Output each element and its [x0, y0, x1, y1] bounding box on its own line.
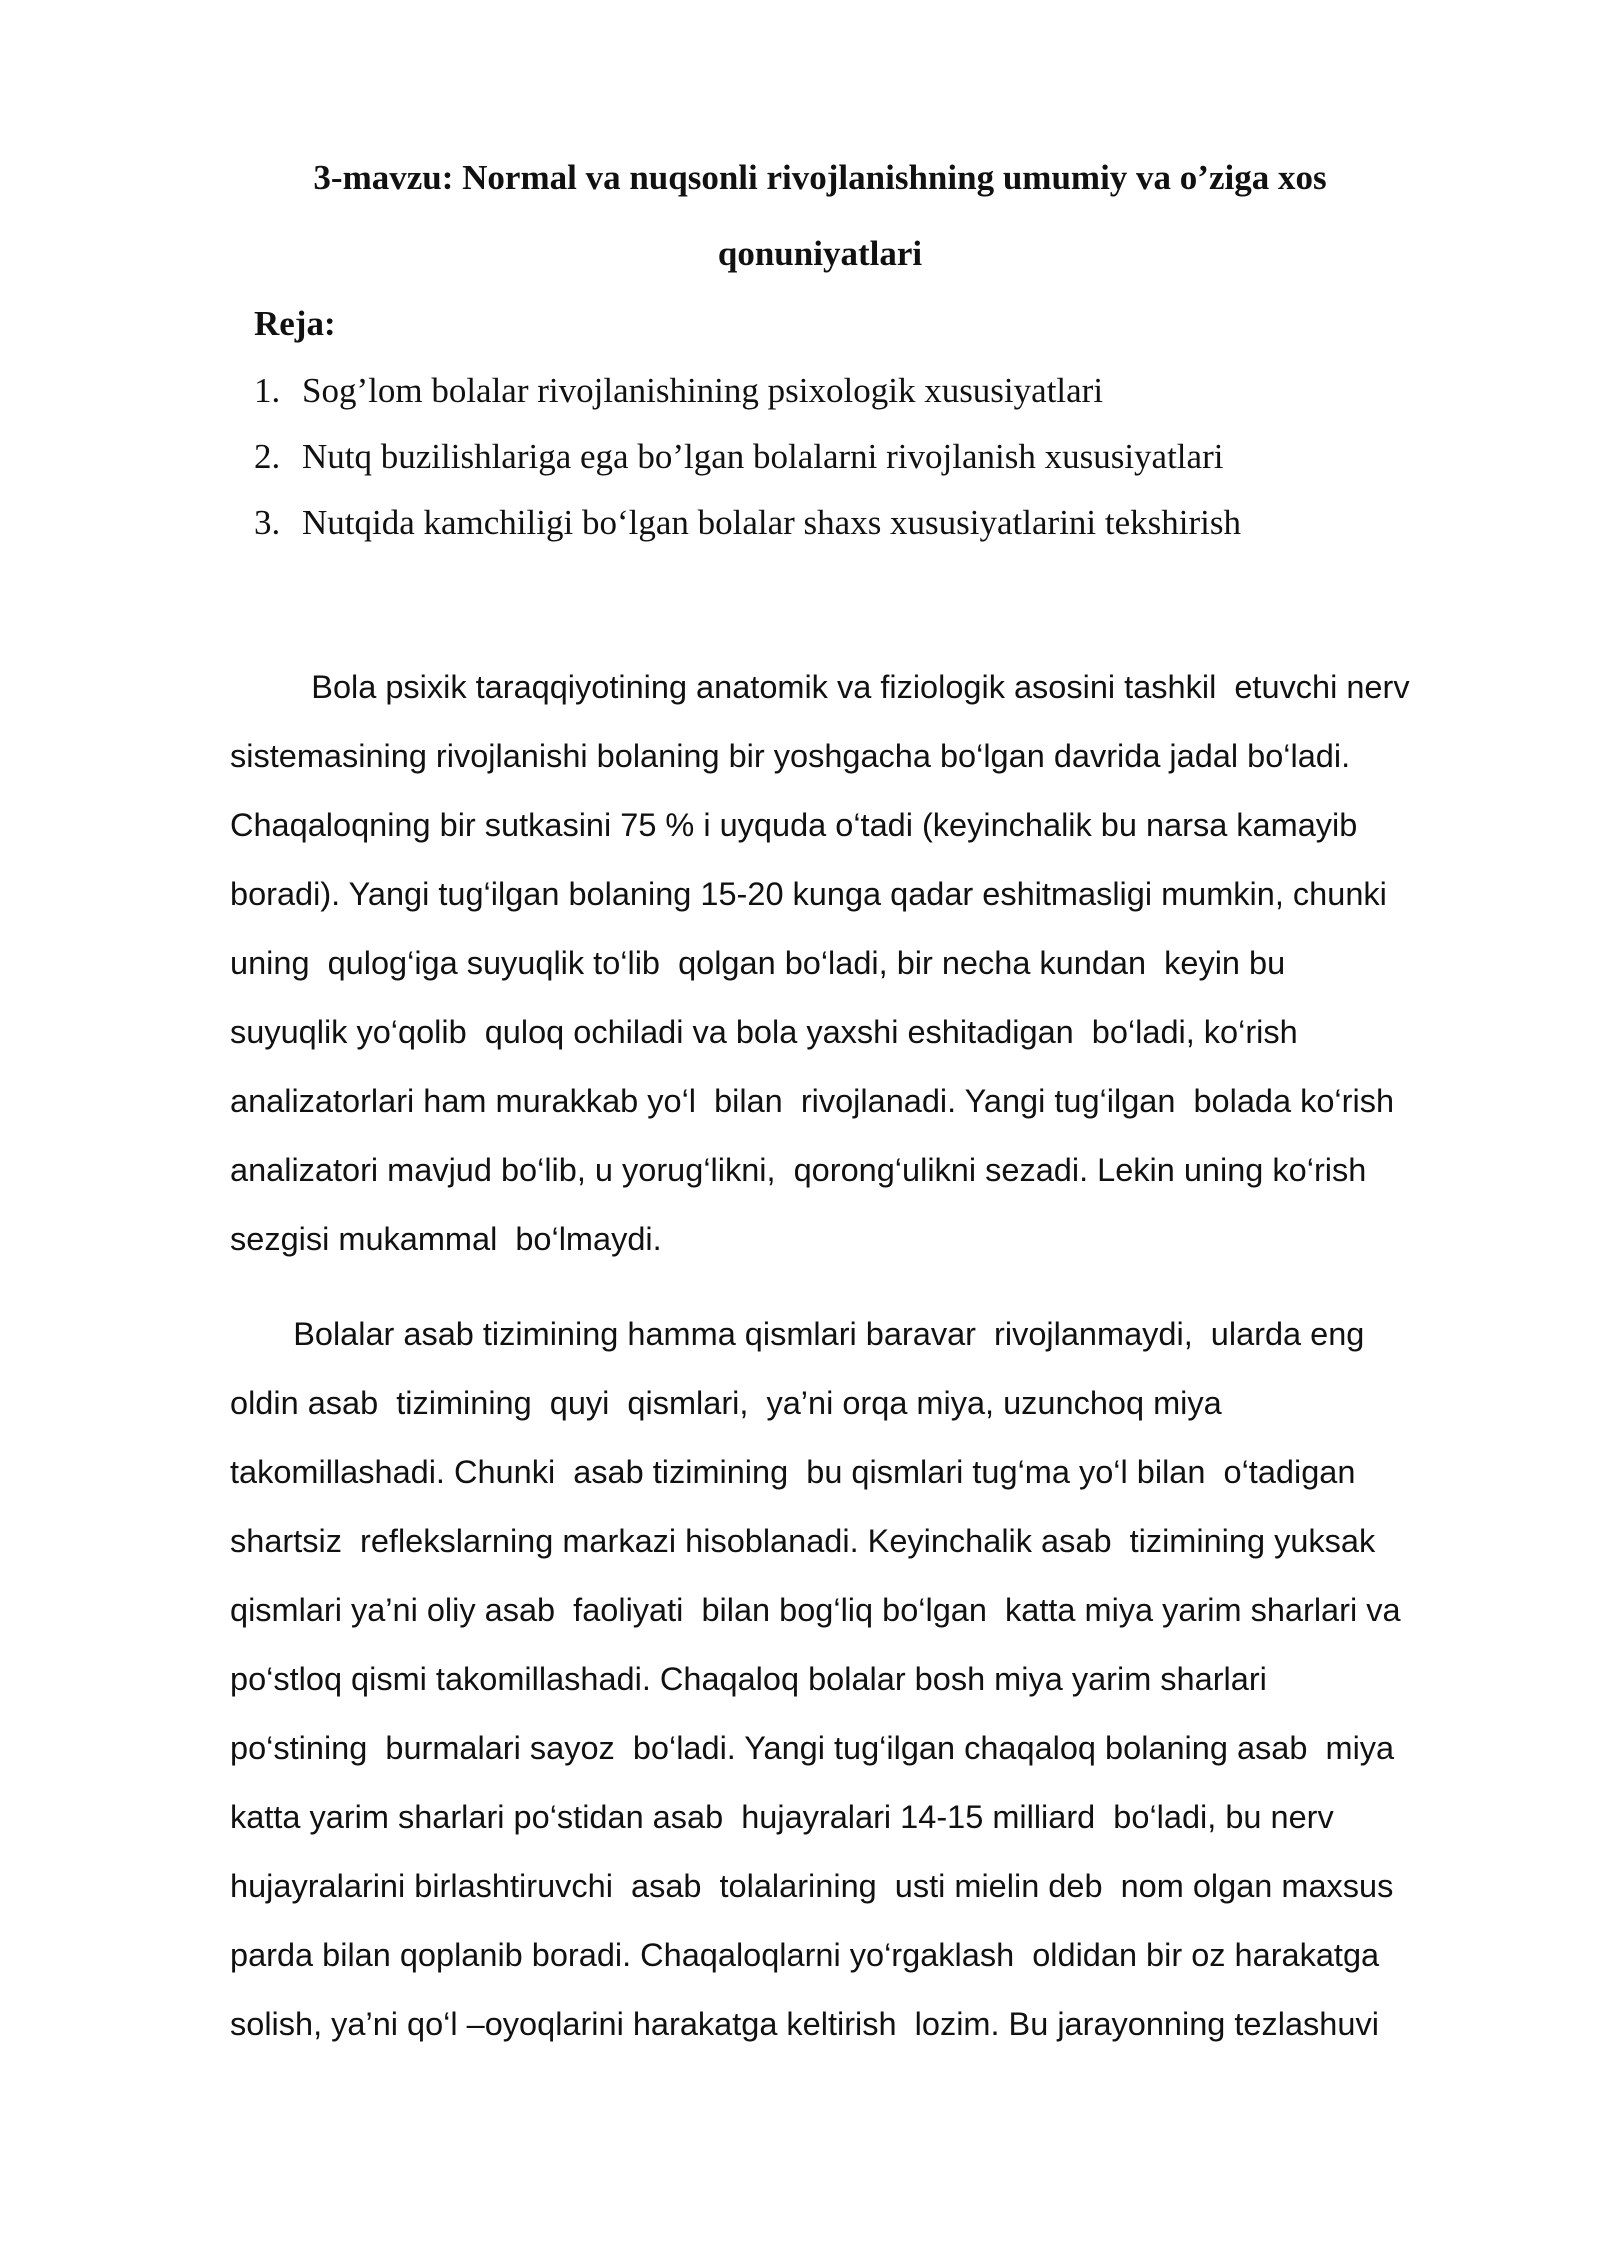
- paragraph-line: sistemasining rivojlanishi bolaning bir yoshgacha bo‘lgan davrida jadal bo‘ladi.: [230, 738, 1351, 774]
- plan-item-text: Sog’lom bolalar rivojlanishining psixologik xususiyatlari: [302, 371, 1104, 410]
- paragraph-line: qismlari ya’ni oliy asab faoliyati bilan bog‘liq bo‘lgan katta miya yarim sharlari va: [230, 1592, 1401, 1628]
- paragraph-line: po‘stloq qismi takomillashadi. Chaqaloq bolalar bosh miya yarim sharlari: [230, 1661, 1267, 1697]
- paragraph-line: hujayralarini birlashtiruvchi asab tolalarining usti mielin deb nom olgan maxsus: [230, 1868, 1394, 1904]
- body-paragraph-2: [230, 1300, 1530, 2059]
- paragraph-line: Bola psixik taraqqiyotining anatomik va fiziologik asosini tashkil etuvchi nerv: [230, 669, 1410, 705]
- paragraph-line: katta yarim sharlari po‘stidan asab hujayralari 14-15 milliard bo‘ladi, bu nerv: [230, 1799, 1334, 1835]
- plan-item: [254, 368, 1241, 434]
- plan-item-text: Nutqida kamchiligi bo‘lgan bolalar shaxs xususiyatlarini tekshirish: [302, 503, 1242, 542]
- paragraph-line: oldin asab tizimining quyi qismlari, ya’ni orqa miya, uzunchoq miya: [230, 1385, 1222, 1421]
- paragraph-line: shartsiz reflekslarning markazi hisoblanadi. Keyinchalik asab tizimining yuksak: [230, 1523, 1376, 1559]
- plan-list: [254, 368, 1241, 566]
- body-paragraph-1: [230, 653, 1530, 1274]
- paragraph-line: Chaqaloqning bir sutkasini 75 % i uyquda o‘tadi (keyinchalik bu narsa kamayib: [230, 807, 1358, 843]
- paragraph-line: analizatori mavjud bo‘lib, u yorug‘likni, qorong‘ulikni sezadi. Lekin uning ko‘rish: [230, 1152, 1367, 1188]
- paragraph-line: po‘stining burmalari sayoz bo‘ladi. Yangi tug‘ilgan chaqaloq bolaning asab miya: [230, 1730, 1395, 1766]
- paragraph-line: analizatorlari ham murakkab yo‘l bilan rivojlanadi. Yangi tug‘ilgan bolada ko‘rish: [230, 1083, 1395, 1119]
- plan-item-number: 1.: [254, 371, 281, 410]
- plan-item: [254, 500, 1241, 566]
- plan-item-number: 3.: [254, 503, 281, 542]
- plan-item: [254, 434, 1241, 500]
- paragraph-line: parda bilan qoplanib boradi. Chaqaloqlarni yo‘rgaklash oldidan bir oz harakatga: [230, 1937, 1380, 1973]
- paragraph-line: sezgisi mukammal bo‘lmaydi.: [230, 1221, 662, 1257]
- paragraph-line: takomillashadi. Chunki asab tizimining bu qismlari tug‘ma yo‘l bilan o‘tadigan: [230, 1454, 1356, 1490]
- paragraph-line: boradi). Yangi tug‘ilgan bolaning 15-20 kunga qadar eshitmasligi mumkin, chunki: [230, 876, 1387, 912]
- plan-item-text: Nutq buzilishlariga ega bo’lgan bolalarni rivojlanish xususiyatlari: [302, 437, 1224, 476]
- plan-heading: Reja:: [254, 304, 336, 343]
- paragraph-line: suyuqlik yo‘qolib quloq ochiladi va bola yaxshi eshitadigan bo‘ladi, ko‘rish: [230, 1014, 1298, 1050]
- title-line-1: 3-mavzu: Normal va nuqsonli rivojlanishning umumiy va o’ziga xos: [313, 158, 1327, 197]
- paragraph-line: uning qulog‘iga suyuqlik to‘lib qolgan bo‘ladi, bir necha kundan keyin bu: [230, 945, 1286, 981]
- title-line-2: qonuniyatlari: [717, 234, 923, 273]
- paragraph-line: solish, ya’ni qo‘l –oyoqlarini harakatga keltirish lozim. Bu jarayonning tezlashuvi: [230, 2006, 1379, 2042]
- paragraph-line: Bolalar asab tizimining hamma qismlari baravar rivojlanmaydi, ularda eng: [230, 1316, 1365, 1352]
- plan-item-number: 2.: [254, 437, 281, 476]
- document-title: [230, 140, 1410, 292]
